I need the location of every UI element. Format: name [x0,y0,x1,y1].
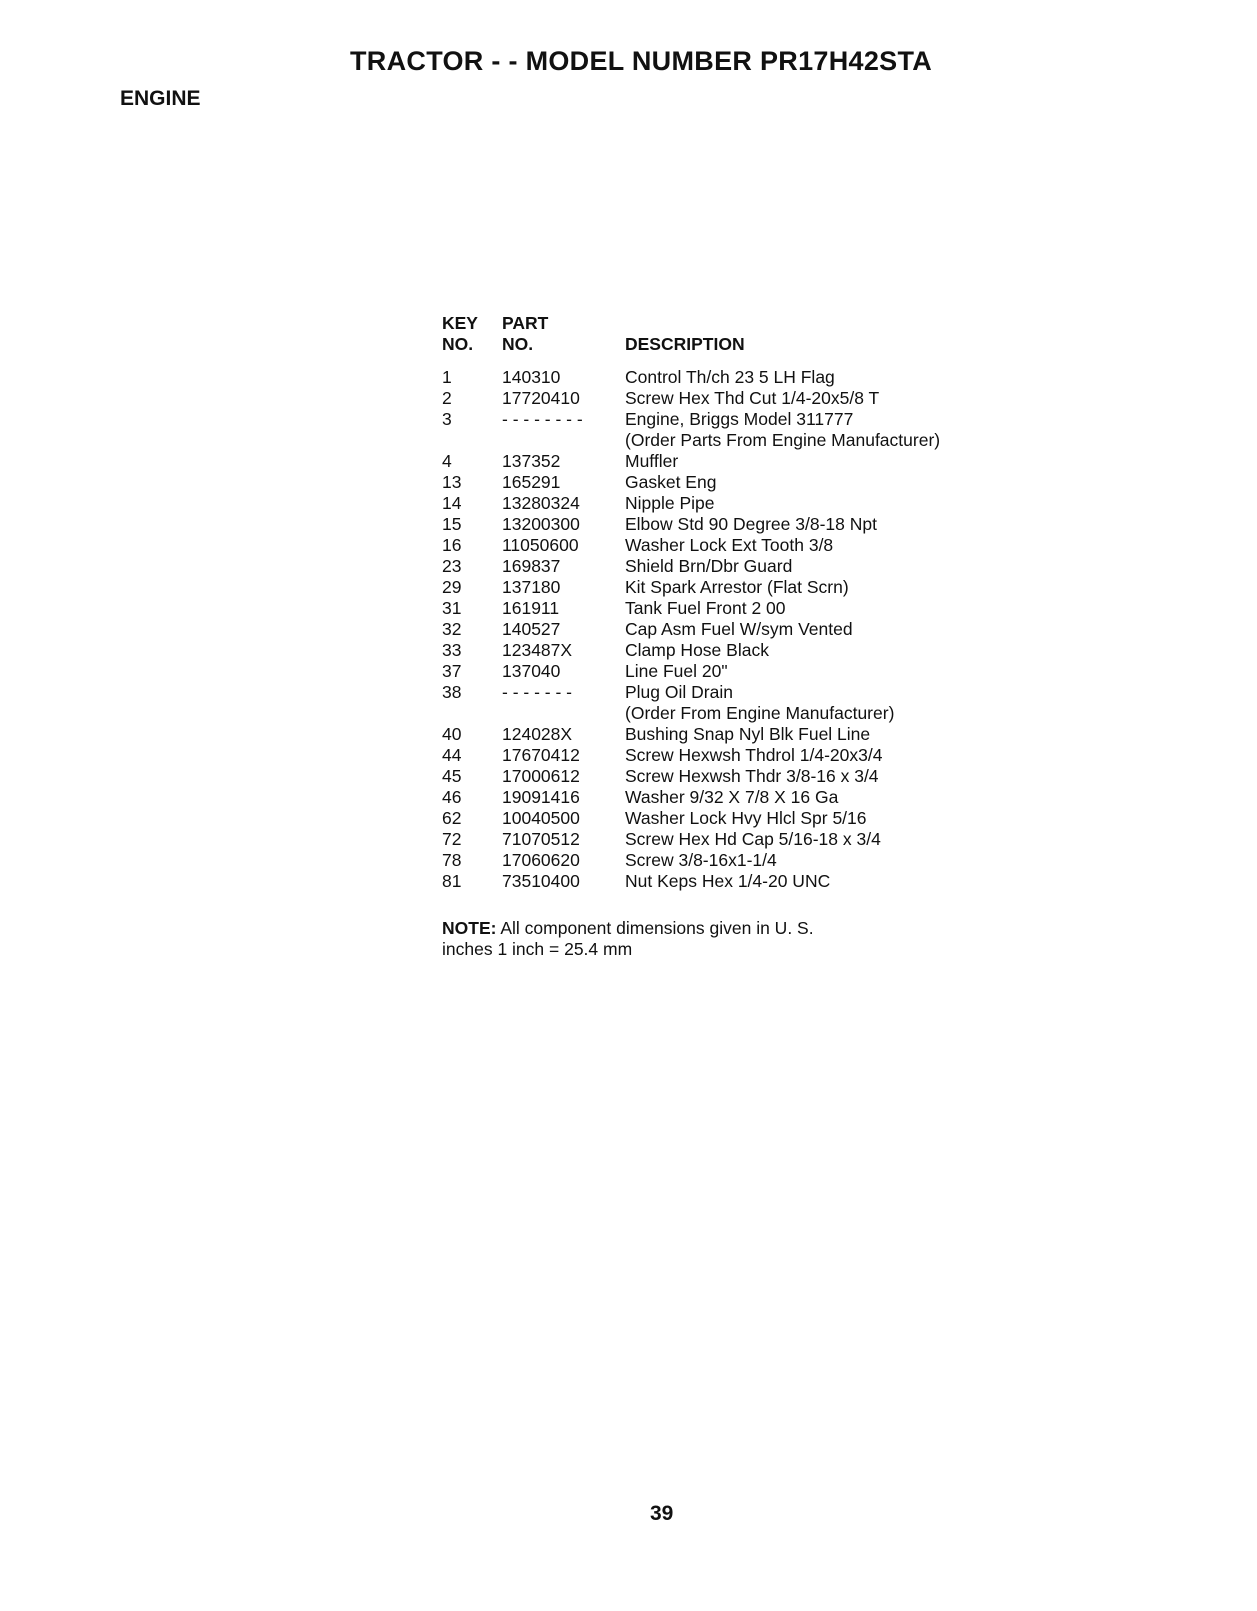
part-description: Washer 9/32 X 7/8 X 16 Ga [625,787,839,807]
note-line-1 [442,918,814,939]
part-number: 73510400 [502,871,580,891]
table-header [442,313,940,367]
key-number: 46 [442,787,462,807]
note-text-2: inches 1 inch = 25.4 mm [442,939,633,959]
part-description: Muffler [625,451,679,471]
table-row [442,808,940,829]
part-description: Screw Hex Hd Cap 5/16-18 x 3/4 [625,829,881,849]
key-number: 23 [442,556,462,576]
part-number [502,703,625,724]
table-row [442,661,940,682]
key-number [442,703,502,724]
part-number: 11050600 [502,535,579,555]
table-row [442,640,940,661]
part-number: 137040 [502,661,561,681]
part-number: 71070512 [502,829,580,849]
part-description: Shield Brn/Dbr Guard [625,556,793,576]
part-number: 124028X [502,724,573,744]
page-title: TRACTOR - - MODEL NUMBER PR17H42STA [350,46,933,76]
table-row [442,598,940,619]
part-number: 165291 [502,472,561,492]
part-description: (Order Parts From Engine Manufacturer) [625,430,941,450]
table-row [442,535,940,556]
part-description: Engine, Briggs Model 311777 [625,409,854,429]
key-number: 16 [442,535,462,555]
part-number: 17670412 [502,745,580,765]
part-description: Line Fuel 20" [625,661,728,681]
table-row [442,451,940,472]
key-number: 72 [442,829,462,849]
part-number: 137180 [502,577,561,597]
part-description: Plug Oil Drain [625,682,733,702]
header-part-line1: PART [502,313,549,333]
part-number: 137352 [502,451,561,471]
header-description: DESCRIPTION [625,334,745,354]
part-description: Washer Lock Hvy Hlcl Spr 5/16 [625,808,867,828]
table-row [442,493,940,514]
part-description: Nipple Pipe [625,493,715,513]
table-row [442,388,940,409]
key-number: 40 [442,724,462,744]
table-row [442,724,940,745]
table-row [442,472,940,493]
note-label: NOTE: [442,918,497,938]
note-text-1: All component dimensions given in U. S. [500,918,814,938]
table-row [442,850,940,871]
table-row [442,745,940,766]
part-description: Clamp Hose Black [625,640,769,660]
part-number: 140527 [502,619,561,639]
table-row [442,577,940,598]
table-row [442,682,940,703]
part-number: 161911 [502,598,560,618]
section-heading: ENGINE [120,87,201,110]
table-row [442,367,940,388]
header-key-line2: NO. [442,334,474,354]
table-row [442,787,940,808]
note [442,918,814,960]
part-number: 19091416 [502,787,580,807]
parts-table [442,313,940,892]
part-number [502,430,625,451]
key-number: 1 [442,367,452,387]
header-key-line1: KEY [442,313,478,333]
part-number: - - - - - - - - [502,409,583,429]
key-number: 14 [442,493,462,513]
part-description: Elbow Std 90 Degree 3/8-18 Npt [625,514,877,534]
key-number: 29 [442,577,462,597]
part-description: Control Th/ch 23 5 LH Flag [625,367,835,387]
table-body [442,367,940,892]
table-row [442,619,940,640]
part-description: Screw 3/8-16x1-1/4 [625,850,777,870]
key-number: 45 [442,766,462,786]
part-number: 140310 [502,367,561,387]
part-number: 10040500 [502,808,580,828]
part-number: 123487X [502,640,573,660]
key-number: 62 [442,808,462,828]
part-number: 17060620 [502,850,580,870]
part-description: Bushing Snap Nyl Blk Fuel Line [625,724,871,744]
table-row [442,871,940,892]
key-number: 2 [442,388,452,408]
key-number: 31 [442,598,462,618]
key-number: 37 [442,661,462,681]
part-number: - - - - - - - [502,682,572,702]
key-number: 44 [442,745,462,765]
key-number: 32 [442,619,462,639]
table-row [442,514,940,535]
part-description: Screw Hexwsh Thdr 3/8-16 x 3/4 [625,766,879,786]
part-description: Screw Hexwsh Thdrol 1/4-20x3/4 [625,745,883,765]
table-row [442,766,940,787]
part-description: (Order From Engine Manufacturer) [625,703,895,723]
part-description: Tank Fuel Front 2 00 [625,598,786,618]
key-number: 78 [442,850,462,870]
table-row [442,409,940,430]
table-row [442,703,940,724]
key-number: 13 [442,472,462,492]
header-part-line2: NO. [502,334,534,354]
part-number: 13200300 [502,514,580,534]
part-number: 169837 [502,556,561,576]
key-number [442,430,502,451]
part-number: 17720410 [502,388,580,408]
part-description: Nut Keps Hex 1/4-20 UNC [625,871,831,891]
part-description: Gasket Eng [625,472,717,492]
table-row [442,829,940,850]
part-number: 17000612 [502,766,580,786]
key-number: 81 [442,871,462,891]
part-number: 13280324 [502,493,580,513]
page-number: 39 [650,1502,674,1525]
part-description: Cap Asm Fuel W/sym Vented [625,619,853,639]
part-description: Kit Spark Arrestor (Flat Scrn) [625,577,849,597]
table-row [442,430,940,451]
part-description: Washer Lock Ext Tooth 3/8 [625,535,834,555]
key-number: 33 [442,640,462,660]
key-number: 4 [442,451,452,471]
key-number: 3 [442,409,452,429]
key-number: 15 [442,514,462,534]
part-description: Screw Hex Thd Cut 1/4-20x5/8 T [625,388,880,408]
table-row [442,556,940,577]
key-number: 38 [442,682,462,702]
